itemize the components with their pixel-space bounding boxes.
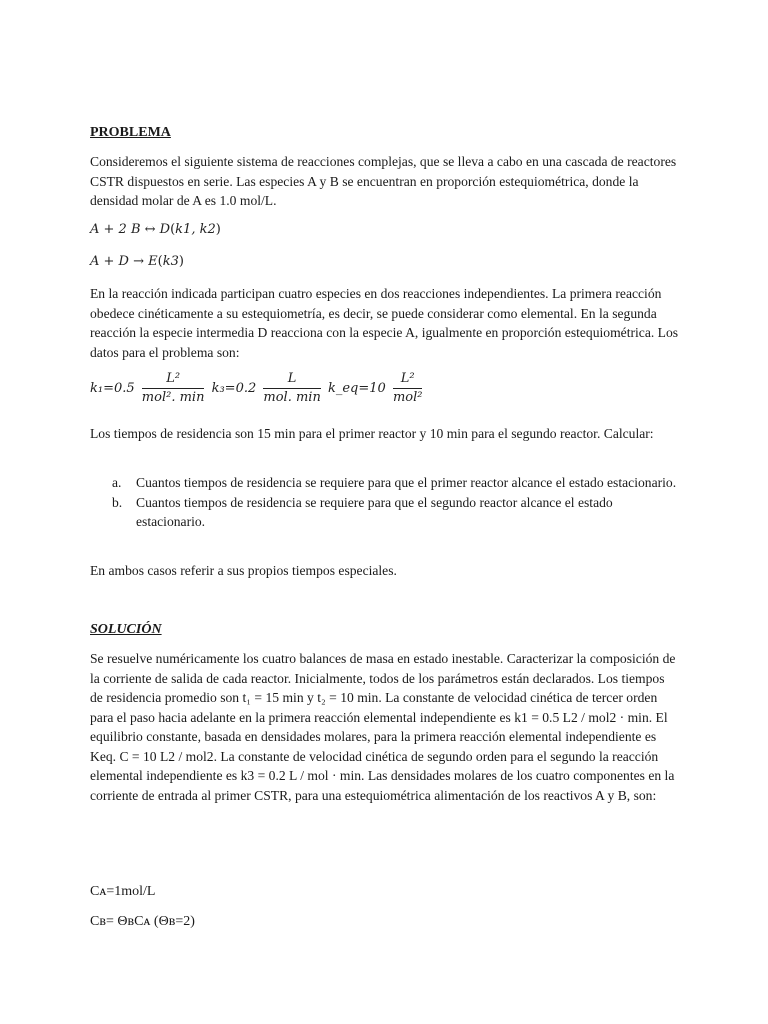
keq-label: k_eq=10 [327, 381, 386, 396]
reaction-1: A + 2 B ↔ D(k1, k2) [90, 222, 221, 237]
solution-title: SOLUCIÓN [90, 622, 162, 637]
reaction-2: A + D → E(k3) [90, 254, 184, 269]
ca-equation: Cᴀ=1mol/L [90, 884, 156, 899]
k1-denominator: mol². min [141, 390, 205, 405]
keq-numerator: L² [393, 370, 423, 389]
list-marker: a. [112, 475, 122, 490]
question-list [112, 473, 682, 532]
problem-description: En la reacción indicada participan cuatro especies en dos reacciones independientes. La primera reacción obedece cinéticamente a su estequiometría, es decir, se puede considerar como elemental. En la segunda reacción la especie intermedia D reacciona con la especie A, igualmente en proporción estequiométrica. Los datos para el problema son: [90, 286, 679, 360]
rate-constants [90, 370, 425, 407]
problem-intro: Consideremos el siguiente sistema de reacciones complejas, que se lleva a cabo en una cascada de reactores CSTR dispuestos en serie. Las especies A y B se encuentran en proporción estequiométrica, donde la densidad molar de A es 1.0 mol/L. [90, 154, 677, 208]
reaction-1-lhs: A + 2 B ↔ D [90, 222, 171, 237]
k3-numerator: L [263, 370, 320, 389]
reaction-1-args: k1, k2 [175, 222, 216, 237]
list-item-text: Cuantos tiempos de residencia se requiere para que el primer reactor alcance el estado estacionario. [136, 475, 677, 490]
k3-label: k₃=0.2 [211, 381, 257, 396]
cb-equation: Cʙ= ΘʙCᴀ (Θʙ=2) [90, 914, 195, 929]
keq-denominator: mol² [392, 390, 423, 405]
problem-title: PROBLEMA [90, 125, 171, 140]
k1-numerator: L² [142, 370, 205, 389]
list-marker: b. [112, 494, 123, 510]
k1-label: k₁=0.5 [90, 381, 135, 396]
k1-fraction [142, 370, 205, 407]
problem-note: En ambos casos referir a sus propios tiempos especiales. [90, 563, 397, 578]
reaction-2-args: k3 [162, 254, 179, 269]
k3-denominator: mol. min [263, 390, 321, 405]
k3-fraction [263, 370, 320, 407]
reaction-2-lhs: A + D → E [90, 254, 158, 269]
list-item [112, 493, 682, 532]
solution-body: Se resuelve numéricamente los cuatro balances de masa en estado inestable. Caracterizar la composición de la corriente de salida de cada reactor. Inicialmente, todos de los parámetros están declarados. Los tiempos de residencia promedio son t₁ = 15 min y t₂ = 10 min. La constante de velocidad cinética de tercer orden para el paso hacia adelante en la primera reacción elemental independiente es k1 = 0.5 L2 / mol2 · min. El equilibrio constante, basada en densidades molares, para la primera reacción elemental independiente es Keq. C = 10 L2 / mol2. La constante de velocidad cinética de segundo orden para el segundo la reacción elemental independiente es k3 = 0.2 L / mol · min. Las densidades molares de los cuatro componentes en la corriente de entrada al primer CSTR, para una estequiométrica alimentación de los reactivos A y B, son: [90, 651, 676, 803]
list-item [112, 473, 682, 493]
list-item-text: Cuantos tiempos de residencia se requiere para que el segundo reactor alcance el estado estacionario. [136, 494, 613, 529]
keq-fraction [393, 370, 423, 407]
residence-text: Los tiempos de residencia son 15 min para el primer reactor y 10 min para el segundo reactor. Calcular: [90, 426, 654, 441]
